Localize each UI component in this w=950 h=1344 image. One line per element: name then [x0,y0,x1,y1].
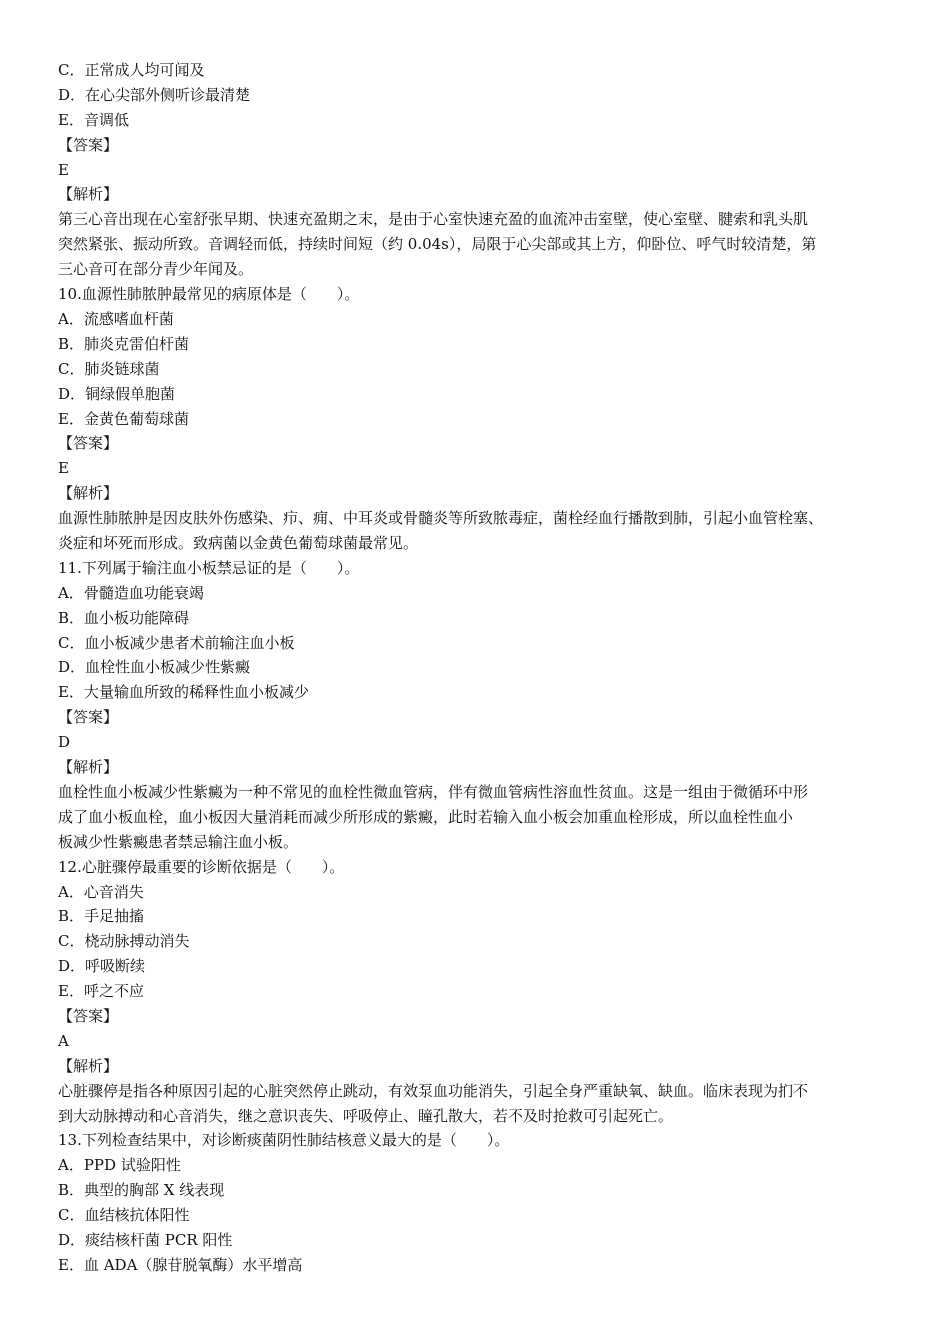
option-d: D．血栓性血小板减少性紫癜 [58,658,251,677]
analysis-line: 突然紧张、振动所致。音调轻而低，持续时间短（约 0.04s），局限于心尖部或其上方，仰卧位、呼气时较清楚，第 [58,235,817,254]
question-10 [58,282,898,556]
option-e: E．音调低 [58,110,129,129]
analysis-line: 到大动脉搏动和心音消失，继之意识丧失、呼吸停止、瞳孔散大，若不及时抢救可引起死亡。 [58,1106,674,1125]
analysis-label: 【解析】 [58,758,119,777]
answer-value: A [58,1031,69,1050]
answer-value: E [58,160,69,179]
analysis-line: 血栓性血小板减少性紫癜为一种不常见的血栓性微血管病，伴有微血管病性溶血性贫血。这是一组由于微循环中形 [58,782,809,801]
analysis-text [58,207,898,282]
question-stem: 10.血源性肺脓肿最常见的病原体是（ ）。 [58,285,360,304]
option-e: E．血 ADA（腺苷脱氧酶）水平增高 [58,1255,303,1274]
option-e: E．金黄色葡萄球菌 [58,409,189,428]
analysis-line: 成了血小板血栓，血小板因大量消耗而减少所形成的紫癜，此时若输入血小板会加重血栓形成，所以血栓性血小 [58,807,794,826]
option-c: C．血小板减少患者术前输注血小板 [58,633,295,652]
option-c: C．肺炎链球菌 [58,359,160,378]
analysis-text [58,506,898,556]
analysis-text [58,780,898,855]
option-c: C．桡动脉搏动消失 [58,932,190,951]
question-9-tail [58,58,898,282]
option-b: B．血小板功能障碍 [58,608,190,627]
option-a: A．PPD 试验阳性 [58,1156,181,1175]
answer-value: E [58,459,69,478]
question-stem: 11.下列属于输注血小板禁忌证的是（ ）。 [58,558,360,577]
option-a: A．心音消失 [58,882,144,901]
option-b: B．典型的胸部 X 线表现 [58,1181,225,1200]
question-11 [58,556,898,855]
answer-value: D [58,733,71,752]
analysis-label: 【解析】 [58,1056,119,1075]
analysis-text [58,1079,898,1129]
answer-label: 【答案】 [58,1006,119,1025]
option-c: C．正常成人均可闻及 [58,61,205,79]
option-d: D．铜绿假单胞菌 [58,384,176,403]
analysis-line: 板减少性紫癜患者禁忌输注血小板。 [58,832,299,851]
option-c: C．血结核抗体阳性 [58,1206,190,1225]
question-stem: 12.心脏骤停最重要的诊断依据是（ ）。 [58,857,345,876]
question-13 [58,1128,898,1277]
analysis-label: 【解析】 [58,484,119,503]
option-e: E．大量输血所致的稀释性血小板减少 [58,683,309,702]
option-d: D．在心尖部外侧听诊最清楚 [58,85,251,104]
option-b: B．肺炎克雷伯杆菌 [58,334,190,353]
question-stem: 13.下列检查结果中，对诊断痰菌阴性肺结核意义最大的是（ ）。 [58,1131,510,1150]
option-e: E．呼之不应 [58,982,144,1001]
answer-label: 【答案】 [58,135,119,154]
analysis-line: 炎症和坏死而形成。致病菌以金黄色葡萄球菌最常见。 [58,533,419,552]
analysis-line: 三心音可在部分青少年闻及。 [58,260,254,279]
analysis-line: 第三心音出现在心室舒张早期、快速充盈期之末，是由于心室快速充盈的血流冲击室壁，使心室壁、腱索和乳头肌 [58,210,809,229]
answer-label: 【答案】 [58,434,119,453]
option-d: D．痰结核杆菌 PCR 阳性 [58,1231,233,1250]
document-page [58,58,898,1278]
answer-label: 【答案】 [58,708,119,727]
option-a: A．流感嗜血杆菌 [58,309,174,328]
analysis-line: 血源性肺脓肿是因皮肤外伤感染、疖、痈、中耳炎或骨髓炎等所致脓毒症，菌栓经血行播散到肺，引起小血管栓塞、 [58,509,824,528]
option-d: D．呼吸断续 [58,957,146,976]
analysis-label: 【解析】 [58,185,119,204]
analysis-line: 心脏骤停是指各种原因引起的心脏突然停止跳动，有效泵血功能消失，引起全身严重缺氧、缺血。临床表现为扪不 [58,1081,809,1100]
option-a: A．骨髓造血功能衰竭 [58,583,204,602]
question-12 [58,855,898,1129]
option-b: B．手足抽搐 [58,907,145,926]
